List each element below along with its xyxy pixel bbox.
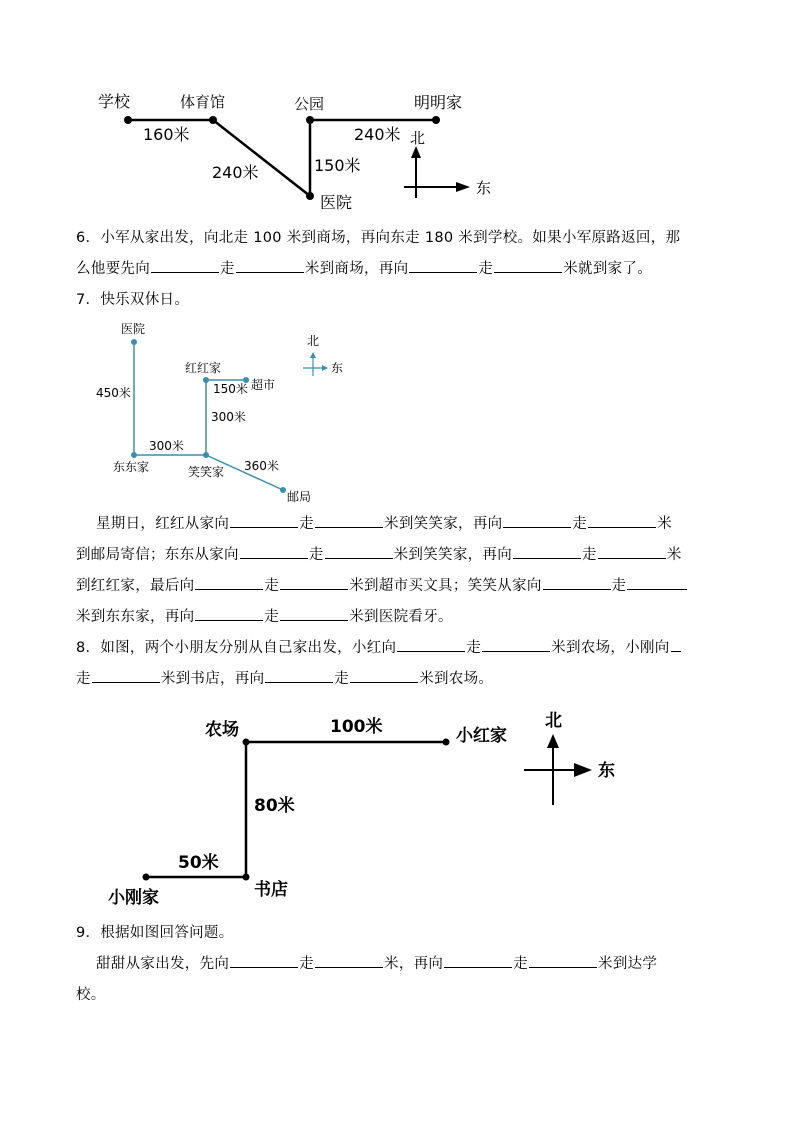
- answer-blank[interactable]: [240, 544, 308, 559]
- q7-label-supermarket: 超市: [251, 378, 276, 392]
- q7-dist-dong-xiao: 300米: [149, 439, 184, 453]
- answer-blank[interactable]: [151, 258, 219, 273]
- q7-label-xiaoxiao: 笑笑家: [188, 465, 225, 479]
- answer-blank[interactable]: [195, 575, 263, 590]
- q7-text: 走: [264, 578, 280, 594]
- label-school: 学校: [98, 92, 131, 111]
- q8-dist-farm-hong: 100米: [330, 717, 383, 737]
- q9-text: 走: [299, 956, 315, 972]
- q7-text: 米到笑笑家，再向: [393, 547, 513, 563]
- q7-dist-xiao-hong: 300米: [211, 410, 246, 424]
- answer-blank[interactable]: [280, 606, 348, 621]
- label-hospital: 医院: [320, 193, 353, 212]
- q7-text: 走: [572, 516, 588, 532]
- answer-blank[interactable]: [627, 575, 687, 590]
- point-school: [124, 116, 132, 124]
- q9-line2: 校。: [76, 987, 106, 1003]
- answer-blank[interactable]: [236, 258, 304, 273]
- q7-dist-hong-super: 150米: [213, 382, 248, 396]
- q6-text: 米到商场，再向: [304, 261, 409, 277]
- answer-blank[interactable]: [494, 258, 562, 273]
- q7-text: 米到东东家，再向: [76, 609, 195, 625]
- q7-line1: [76, 509, 718, 540]
- question-7-title: [76, 285, 718, 316]
- compass-top: [404, 129, 491, 198]
- answer-blank[interactable]: [92, 668, 160, 683]
- point-home: [432, 116, 440, 124]
- q7-text: 米到医院看牙。: [349, 609, 453, 625]
- q6-line1: 6．小军从家出发，向北走 100 米到商场，再向东走 180 米到学校。如果小军原路返回，那: [76, 230, 681, 246]
- q7-map: [96, 322, 343, 504]
- dist-school-gym: 160米: [143, 125, 190, 144]
- q6-text: 么他要先向: [76, 261, 150, 277]
- point-hospital: [306, 192, 314, 200]
- q7-text: 到红红家，最后向: [76, 578, 195, 594]
- dist-park-home: 240米: [354, 125, 401, 144]
- q6-text: 走: [220, 261, 235, 277]
- q8-label-bookstore: 书店: [254, 880, 288, 900]
- compass-north-label: 北: [410, 129, 426, 147]
- q8-text: 8．如图，两个小朋友分别从自己家出发，小红向: [76, 640, 397, 656]
- q8-compass-east: 东: [598, 761, 615, 781]
- answer-blank[interactable]: [265, 668, 333, 683]
- q9-text: 米，再向: [384, 956, 444, 972]
- q7-text: 走: [611, 578, 627, 594]
- q8-line2: [76, 664, 718, 695]
- q7-text: 米: [666, 547, 682, 563]
- q8-dist-farm-book: 80米: [254, 796, 295, 816]
- question-8: [76, 633, 718, 695]
- q7-text: 走: [582, 547, 597, 563]
- question-7-text: [76, 509, 718, 633]
- q7-compass-east: 东: [331, 361, 344, 375]
- q8-line1: [76, 633, 718, 664]
- q7-text: 星期日，红红从家向: [96, 516, 230, 532]
- answer-blank[interactable]: [671, 637, 681, 652]
- q7-compass-north: 北: [307, 334, 320, 348]
- q8-text: 走: [76, 671, 91, 687]
- answer-blank[interactable]: [543, 575, 611, 590]
- q7-title: 7．快乐双休日。: [76, 292, 190, 308]
- q7-line2: [76, 540, 718, 571]
- q7-label-dongdong: 东东家: [113, 460, 150, 474]
- answer-blank[interactable]: [598, 544, 666, 559]
- answer-blank[interactable]: [482, 637, 550, 652]
- answer-blank[interactable]: [409, 258, 477, 273]
- q8-compass-north: 北: [545, 711, 562, 731]
- q8-text: 米到农场。: [419, 671, 494, 687]
- answer-blank[interactable]: [325, 544, 393, 559]
- label-park: 公园: [294, 95, 325, 113]
- answer-blank[interactable]: [230, 513, 298, 528]
- question-9: [76, 918, 718, 1011]
- q9-line1: [76, 949, 718, 980]
- q8-dist-gang-book: 50米: [178, 853, 219, 873]
- q8-text: 走: [334, 671, 350, 687]
- q7-compass: [303, 334, 343, 376]
- answer-blank[interactable]: [230, 953, 298, 968]
- label-home: 明明家: [414, 93, 463, 112]
- q9-text: 米到达学: [598, 956, 658, 972]
- q6-line2: [76, 254, 718, 285]
- dist-hospital-park: 150米: [314, 156, 361, 175]
- q9-text: 走: [513, 956, 529, 972]
- q7-text: 走: [299, 516, 315, 532]
- answer-blank[interactable]: [397, 637, 465, 652]
- question-6: [76, 223, 718, 285]
- q8-label-xiaohong: 小红家: [456, 726, 507, 746]
- q7-text: 到邮局寄信；东东从家向: [76, 547, 239, 563]
- dist-gym-hospital: 240米: [212, 163, 259, 182]
- answer-blank[interactable]: [503, 513, 571, 528]
- answer-blank[interactable]: [195, 606, 263, 621]
- q9-title: 9．根据如图回答问题。: [76, 925, 234, 941]
- q8-map: [108, 711, 615, 908]
- point-gym: [209, 116, 217, 124]
- q7-label-hospital: 医院: [121, 322, 146, 336]
- q8-text: 米到书店，再向: [160, 671, 265, 687]
- road-gym-hospital: [213, 120, 310, 196]
- q7-text: 走: [264, 609, 280, 625]
- answer-blank[interactable]: [280, 575, 348, 590]
- q7-dist-hosp-dong: 450米: [96, 386, 131, 400]
- answer-blank[interactable]: [315, 953, 383, 968]
- q8-compass: [524, 711, 615, 805]
- answer-blank[interactable]: [444, 953, 512, 968]
- q8-label-xiaogang: 小刚家: [108, 888, 159, 908]
- compass-east-label: 东: [476, 179, 492, 197]
- q9-text: 甜甜从家出发，先向: [96, 956, 230, 972]
- answer-blank[interactable]: [315, 513, 383, 528]
- q7-label-post: 邮局: [287, 490, 312, 504]
- q7-label-honghong: 红红家: [185, 361, 222, 375]
- answer-blank[interactable]: [588, 513, 656, 528]
- point-park: [306, 116, 314, 124]
- q7-text: 米到超市买文具；笑笑从家向: [349, 578, 542, 594]
- q8-text: 走: [466, 640, 482, 656]
- answer-blank[interactable]: [513, 544, 581, 559]
- answer-blank[interactable]: [529, 953, 597, 968]
- q7-line4: [76, 602, 718, 633]
- q8-text: 米到农场，小刚向: [551, 640, 670, 656]
- q7-text: 米到笑笑家，再向: [384, 516, 503, 532]
- label-gym: 体育馆: [180, 93, 226, 111]
- q7-dist-xiao-post: 360米: [244, 459, 279, 473]
- q6-text: 米就到家了。: [563, 261, 653, 277]
- q7-text: 走: [308, 547, 324, 563]
- answer-blank[interactable]: [350, 668, 418, 683]
- q7-line3: [76, 571, 718, 602]
- q7-text: 米: [657, 516, 673, 532]
- q8-label-farm: 农场: [205, 720, 239, 740]
- q6-text: 走: [478, 261, 494, 277]
